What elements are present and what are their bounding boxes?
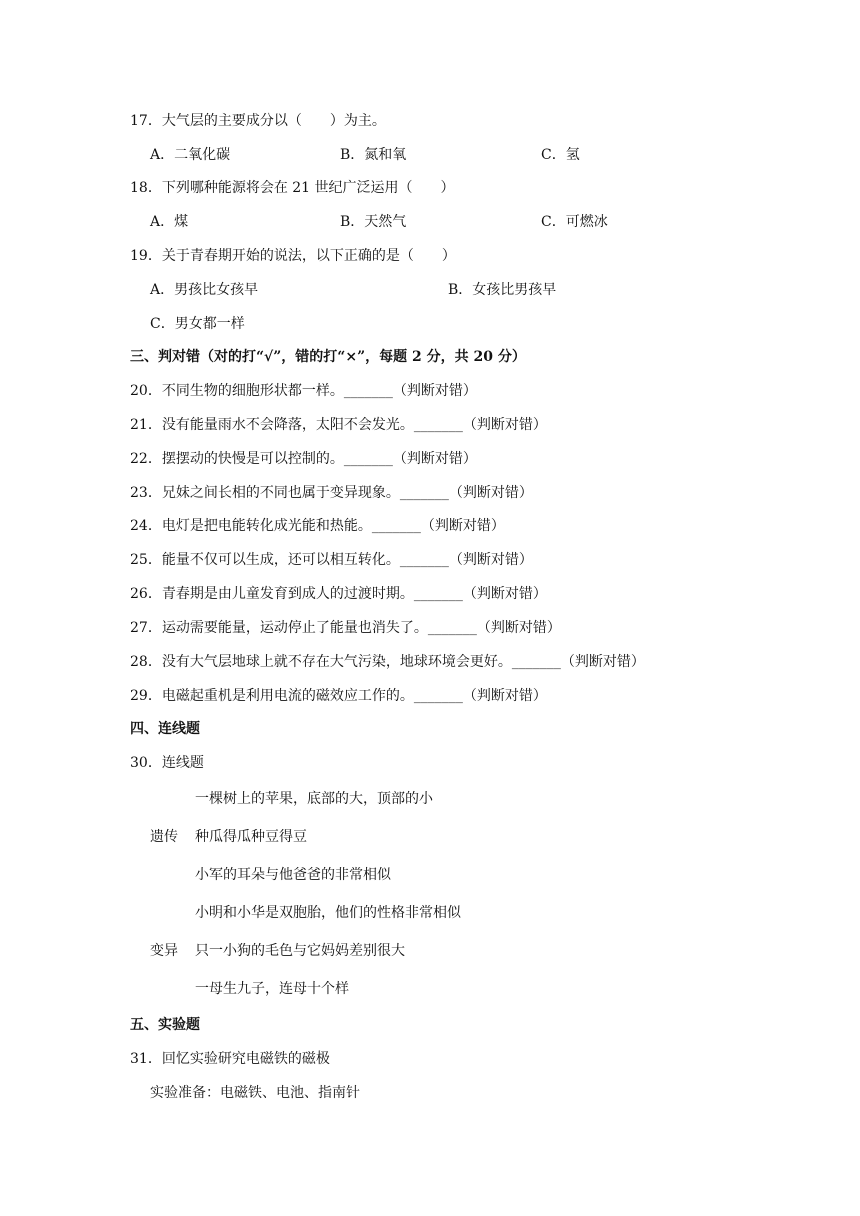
matching-label-heredity: 遗传 xyxy=(150,829,178,845)
question-31-stem: 31．回忆实验研究电磁铁的磁极 xyxy=(130,1051,330,1067)
matching-item-4: 小明和小华是双胞胎，他们的性格非常相似 xyxy=(195,905,461,921)
matching-item-1: 一棵树上的苹果，底部的大，顶部的小 xyxy=(195,791,433,807)
section-5-title: 五、实验题 xyxy=(130,1017,200,1033)
matching-item-3: 小军的耳朵与他爸爸的非常相似 xyxy=(195,867,391,883)
matching-item-5: 只一小狗的毛色与它妈妈差别很大 xyxy=(195,943,405,959)
question-17-option-c: C．氢 xyxy=(541,147,580,163)
matching-label-variation: 变异 xyxy=(150,943,178,959)
question-24: 24．电灯是把电能转化成光能和热能。_______（判断对错） xyxy=(130,518,505,534)
question-18-stem: 18．下列哪种能源将会在 21 世纪广泛运用（ ） xyxy=(130,180,455,196)
question-17-stem: 17．大气层的主要成分以（ ）为主。 xyxy=(130,113,386,129)
question-25: 25．能量不仅可以生成，还可以相互转化。_______（判断对错） xyxy=(130,552,533,568)
question-19-option-b: B．女孩比男孩早 xyxy=(448,282,557,298)
question-29: 29．电磁起重机是利用电流的磁效应工作的。_______（判断对错） xyxy=(130,688,547,704)
question-18-option-a: A．煤 xyxy=(150,214,189,230)
question-18-option-b: B．天然气 xyxy=(340,214,407,230)
question-27: 27．运动需要能量，运动停止了能量也消失了。_______（判断对错） xyxy=(130,620,561,636)
question-20: 20．不同生物的细胞形状都一样。_______（判断对错） xyxy=(130,383,477,399)
question-23: 23．兄妹之间长相的不同也属于变异现象。_______（判断对错） xyxy=(130,485,533,501)
question-19-stem: 19．关于青春期开始的说法，以下正确的是（ ） xyxy=(130,248,456,264)
question-19-option-c: C．男女都一样 xyxy=(150,316,245,332)
section-4-title: 四、连线题 xyxy=(130,721,200,737)
question-30-stem: 30．连线题 xyxy=(130,755,204,771)
question-17-option-b: B．氮和氧 xyxy=(340,147,407,163)
question-22: 22．摆摆动的快慢是可以控制的。_______（判断对错） xyxy=(130,451,477,467)
question-28: 28．没有大气层地球上就不存在大气污染，地球环境会更好。_______（判断对错） xyxy=(130,654,645,670)
question-21: 21．没有能量雨水不会降落，太阳不会发光。_______（判断对错） xyxy=(130,417,547,433)
question-19-option-a: A．男孩比女孩早 xyxy=(150,282,259,298)
question-17-option-a: A．二氧化碳 xyxy=(150,147,231,163)
matching-item-6: 一母生九子，连母十个样 xyxy=(195,981,349,997)
question-26: 26．青春期是由儿童发育到成人的过渡时期。_______（判断对错） xyxy=(130,586,547,602)
section-3-title: 三、判对错（对的打“√”，错的打“×”，每题 2 分，共 20 分） xyxy=(130,349,526,365)
question-18-option-c: C．可燃冰 xyxy=(541,214,608,230)
matching-item-2: 种瓜得瓜种豆得豆 xyxy=(195,829,307,845)
question-31-preparation: 实验准备：电磁铁、电池、指南针 xyxy=(150,1085,360,1101)
